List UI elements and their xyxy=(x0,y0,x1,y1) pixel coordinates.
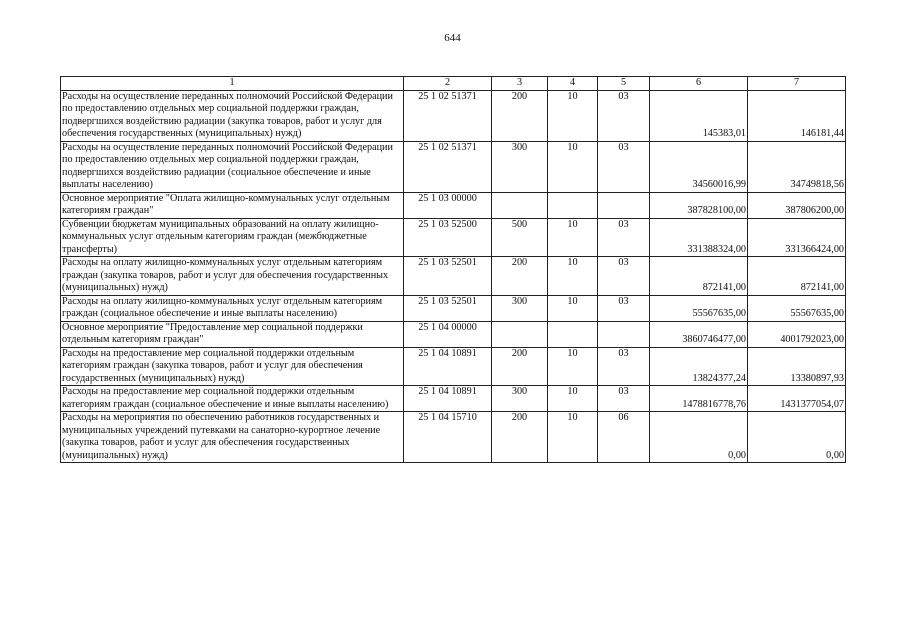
target-code-cell: 25 1 03 52500 xyxy=(404,218,492,257)
amount-col7-cell: 1431377054,07 xyxy=(748,386,846,412)
expense-name-cell: Расходы на предоставление мер социальной поддержки отдельным категориям граждан (закупка товаров, работ и услуг для обеспечения государственных (муниципальных) нужд) xyxy=(61,347,404,386)
amount-col6-cell: 872141,00 xyxy=(650,257,748,296)
amount-col7-cell: 146181,44 xyxy=(748,90,846,141)
subsection-cell: 03 xyxy=(598,218,650,257)
expense-type-cell: 200 xyxy=(492,90,548,141)
table-row xyxy=(61,412,846,463)
header-row xyxy=(61,77,846,91)
subsection-cell xyxy=(598,192,650,218)
section-cell: 10 xyxy=(548,347,598,386)
amount-col6-cell: 145383,01 xyxy=(650,90,748,141)
table-row xyxy=(61,386,846,412)
target-code-cell: 25 1 04 00000 xyxy=(404,321,492,347)
expense-type-cell: 200 xyxy=(492,412,548,463)
amount-col7-cell: 55567635,00 xyxy=(748,295,846,321)
section-cell: 10 xyxy=(548,295,598,321)
subsection-cell: 03 xyxy=(598,257,650,296)
target-code-cell: 25 1 04 10891 xyxy=(404,347,492,386)
target-code-cell: 25 1 03 52501 xyxy=(404,295,492,321)
target-code-cell: 25 1 04 15710 xyxy=(404,412,492,463)
expense-name-cell: Основное мероприятие "Предоставление мер социальной поддержки отдельным категориям граждан" xyxy=(61,321,404,347)
expense-type-cell: 300 xyxy=(492,386,548,412)
column-header: 2 xyxy=(404,77,492,91)
expense-type-cell: 300 xyxy=(492,295,548,321)
expense-name-cell: Расходы на мероприятия по обеспечению работников государственных и муниципальных учреждений путевками на санаторно-курортное лечение (закупка товаров, работ и услуг для обеспечения государственных (муниципальных) нужд) xyxy=(61,412,404,463)
amount-col6-cell: 55567635,00 xyxy=(650,295,748,321)
column-header: 5 xyxy=(598,77,650,91)
column-header: 3 xyxy=(492,77,548,91)
column-header: 4 xyxy=(548,77,598,91)
section-cell: 10 xyxy=(548,257,598,296)
table-row xyxy=(61,257,846,296)
expense-type-cell: 200 xyxy=(492,347,548,386)
expense-name-cell: Основное мероприятие "Оплата жилищно-коммунальных услуг отдельным категориям граждан" xyxy=(61,192,404,218)
expense-type-cell: 200 xyxy=(492,257,548,296)
section-cell: 10 xyxy=(548,386,598,412)
amount-col6-cell: 1478816778,76 xyxy=(650,386,748,412)
table-row xyxy=(61,141,846,192)
subsection-cell: 06 xyxy=(598,412,650,463)
amount-col6-cell: 3860746477,00 xyxy=(650,321,748,347)
table-row xyxy=(61,90,846,141)
target-code-cell: 25 1 03 00000 xyxy=(404,192,492,218)
target-code-cell: 25 1 02 51371 xyxy=(404,90,492,141)
amount-col6-cell: 0,00 xyxy=(650,412,748,463)
budget-table xyxy=(60,76,846,463)
section-cell: 10 xyxy=(548,412,598,463)
amount-col6-cell: 387828100,00 xyxy=(650,192,748,218)
expense-name-cell: Расходы на осуществление переданных полномочий Российской Федерации по предоставлению отдельных мер социальной поддержки граждан, подвергшихся воздействию радиации (социальное обеспечение и иные выплаты населению) xyxy=(61,141,404,192)
amount-col7-cell: 34749818,56 xyxy=(748,141,846,192)
section-cell: 10 xyxy=(548,141,598,192)
amount-col7-cell: 387806200,00 xyxy=(748,192,846,218)
column-header: 6 xyxy=(650,77,748,91)
subsection-cell: 03 xyxy=(598,90,650,141)
subsection-cell: 03 xyxy=(598,141,650,192)
expense-name-cell: Расходы на предоставление мер социальной поддержки отдельным категориям граждан (социальное обеспечение и иные выплаты населению) xyxy=(61,386,404,412)
expense-name-cell: Расходы на осуществление переданных полномочий Российской Федерации по предоставлению отдельных мер социальной поддержки граждан, подвергшихся воздействию радиации (закупка товаров, работ и услуг для обеспечения государственных (муниципальных) нужд) xyxy=(61,90,404,141)
column-header: 1 xyxy=(61,77,404,91)
target-code-cell: 25 1 03 52501 xyxy=(404,257,492,296)
table-row xyxy=(61,192,846,218)
target-code-cell: 25 1 02 51371 xyxy=(404,141,492,192)
table-row xyxy=(61,218,846,257)
amount-col7-cell: 872141,00 xyxy=(748,257,846,296)
amount-col6-cell: 13824377,24 xyxy=(650,347,748,386)
expense-name-cell: Расходы на оплату жилищно-коммунальных услуг отдельным категориям граждан (социальное обеспечение и иные выплаты населению) xyxy=(61,295,404,321)
section-cell xyxy=(548,192,598,218)
target-code-cell: 25 1 04 10891 xyxy=(404,386,492,412)
expense-type-cell xyxy=(492,192,548,218)
expense-name-cell: Субвенции бюджетам муниципальных образований на оплату жилищно-коммунальных услуг отдельным категориям граждан (межбюджетные трансферты) xyxy=(61,218,404,257)
amount-col7-cell: 4001792023,00 xyxy=(748,321,846,347)
table-row xyxy=(61,347,846,386)
expense-type-cell: 300 xyxy=(492,141,548,192)
amount-col7-cell: 13380897,93 xyxy=(748,347,846,386)
amount-col7-cell: 0,00 xyxy=(748,412,846,463)
column-header: 7 xyxy=(748,77,846,91)
section-cell xyxy=(548,321,598,347)
expense-name-cell: Расходы на оплату жилищно-коммунальных услуг отдельным категориям граждан (закупка товаров, работ и услуг для обеспечения государственных (муниципальных) нужд) xyxy=(61,257,404,296)
subsection-cell: 03 xyxy=(598,295,650,321)
section-cell: 10 xyxy=(548,90,598,141)
expense-type-cell: 500 xyxy=(492,218,548,257)
section-cell: 10 xyxy=(548,218,598,257)
amount-col6-cell: 34560016,99 xyxy=(650,141,748,192)
subsection-cell: 03 xyxy=(598,386,650,412)
page-number: 644 xyxy=(444,32,461,44)
amount-col7-cell: 331366424,00 xyxy=(748,218,846,257)
amount-col6-cell: 331388324,00 xyxy=(650,218,748,257)
table-row xyxy=(61,295,846,321)
table-row xyxy=(61,321,846,347)
subsection-cell: 03 xyxy=(598,347,650,386)
expense-type-cell xyxy=(492,321,548,347)
subsection-cell xyxy=(598,321,650,347)
